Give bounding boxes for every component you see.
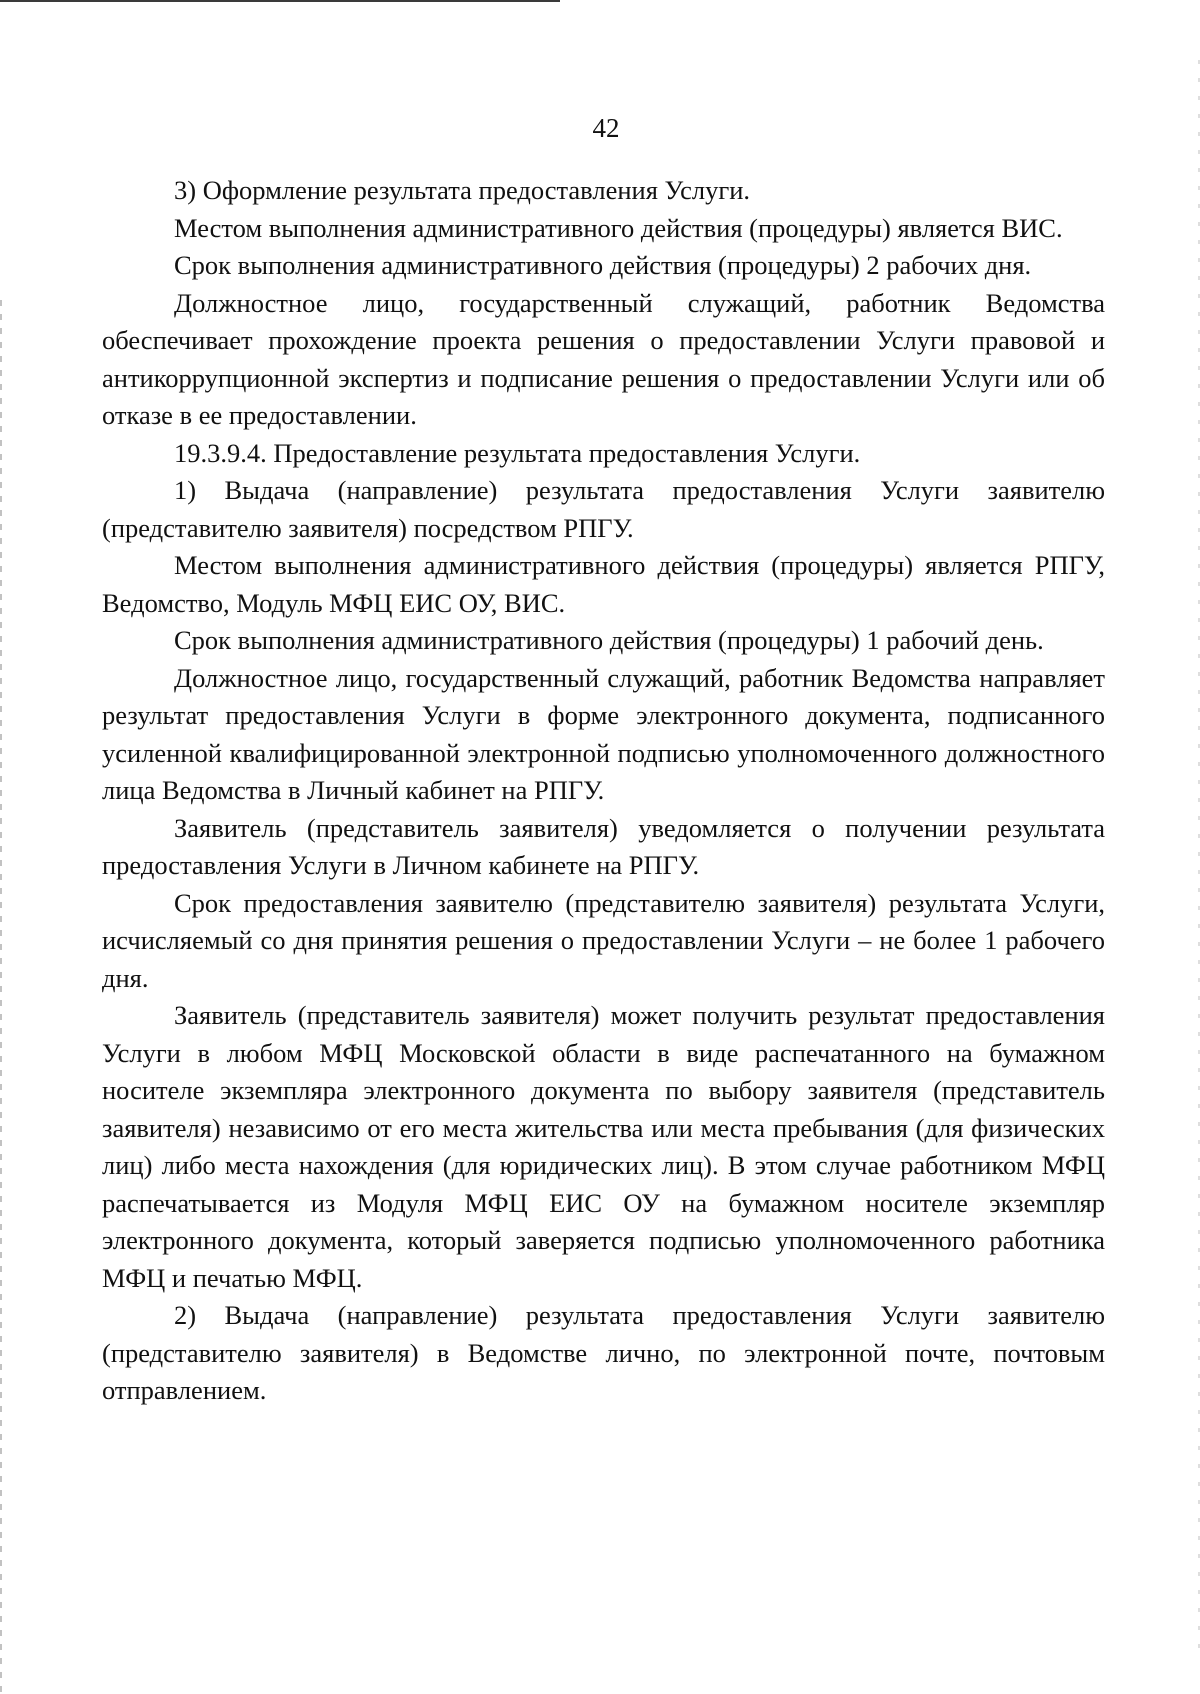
paragraph-section-heading: 19.3.9.4. Предоставление результата предоставления Услуги. [174,437,861,468]
paragraph-place-of-execution: Местом выполнения административного действия (процедуры) является ВИС. [174,212,1063,243]
paragraph-provision-term: Срок предоставления заявителю (представителю заявителя) результата Услуги, исчисляемый со дня принятия решения о предоставлении Услуги – не более 1 рабочего дня. [102,887,1105,993]
paragraph-place-of-execution: Местом выполнения административного действия (процедуры) является РПГУ, Ведомство, Модуль МФЦ ЕИС ОУ, ВИС. [102,550,1105,618]
paragraph-section-3-title: 3) Оформление результата предоставления Услуги. [174,175,750,205]
paragraph-item-2: 2) Выдача (направление) результата предоставления Услуги заявителю (представителю заявителя) в Ведомстве лично, по электронной почте, почтовым отправлением. [102,1300,1105,1405]
scan-edge-left [0,300,2,1694]
paragraph-mfc-printout: Заявитель (представитель заявителя) может получить результат предоставления Услуги в любом МФЦ Московской области в виде распечатанного на бумажном носителе экземпляра электронного документа по выбору заявителя (представитель заявителя) независимо от его места жительства или места пребывания (для физических лиц) либо места нахождения (для юридических лиц). В этом случае работником МФЦ распечатывается из Модуля МФЦ ЕИС ОУ на бумажном носителе экземпляр электронного документа, который заверяется подписью уполномоченного работника МФЦ и печатью МФЦ. [102,1000,1105,1293]
paragraph-official-sends-result: Должностное лицо, государственный служащий, работник Ведомства направляет результат предоставления Услуги в форме электронного документа, подписанного усиленной квалифицированной электронной подписью уполномоченного должностного лица Ведомства в Личный кабинет на РПГУ. [102,662,1105,805]
paragraph-execution-term: Срок выполнения административного действия (процедуры) 2 рабочих дня. [174,250,1032,280]
paragraph-execution-term: Срок выполнения административного действия (процедуры) 1 рабочий день. [174,625,1044,655]
scan-edge-top [0,0,560,2]
paragraph-official-duties: Должностное лицо, государственный служащий, работник Ведомства обеспечивает прохождение проекта решения о предоставлении Услуги правовой и антикоррупционной экспертиз и подписание решения о предоставлении Услуги или об отказе в ее предоставлении. [102,287,1105,430]
page-number: 42 [592,113,620,143]
document-body [102,172,1105,1410]
paragraph-item-1: 1) Выдача (направление) результата предоставления Услуги заявителю (представителю заявителя) посредством РПГУ. [102,475,1105,543]
paragraph-applicant-notified: Заявитель (представитель заявителя) уведомляется о получении результата предоставления Услуги в Личном кабинете на РПГУ. [102,812,1105,880]
